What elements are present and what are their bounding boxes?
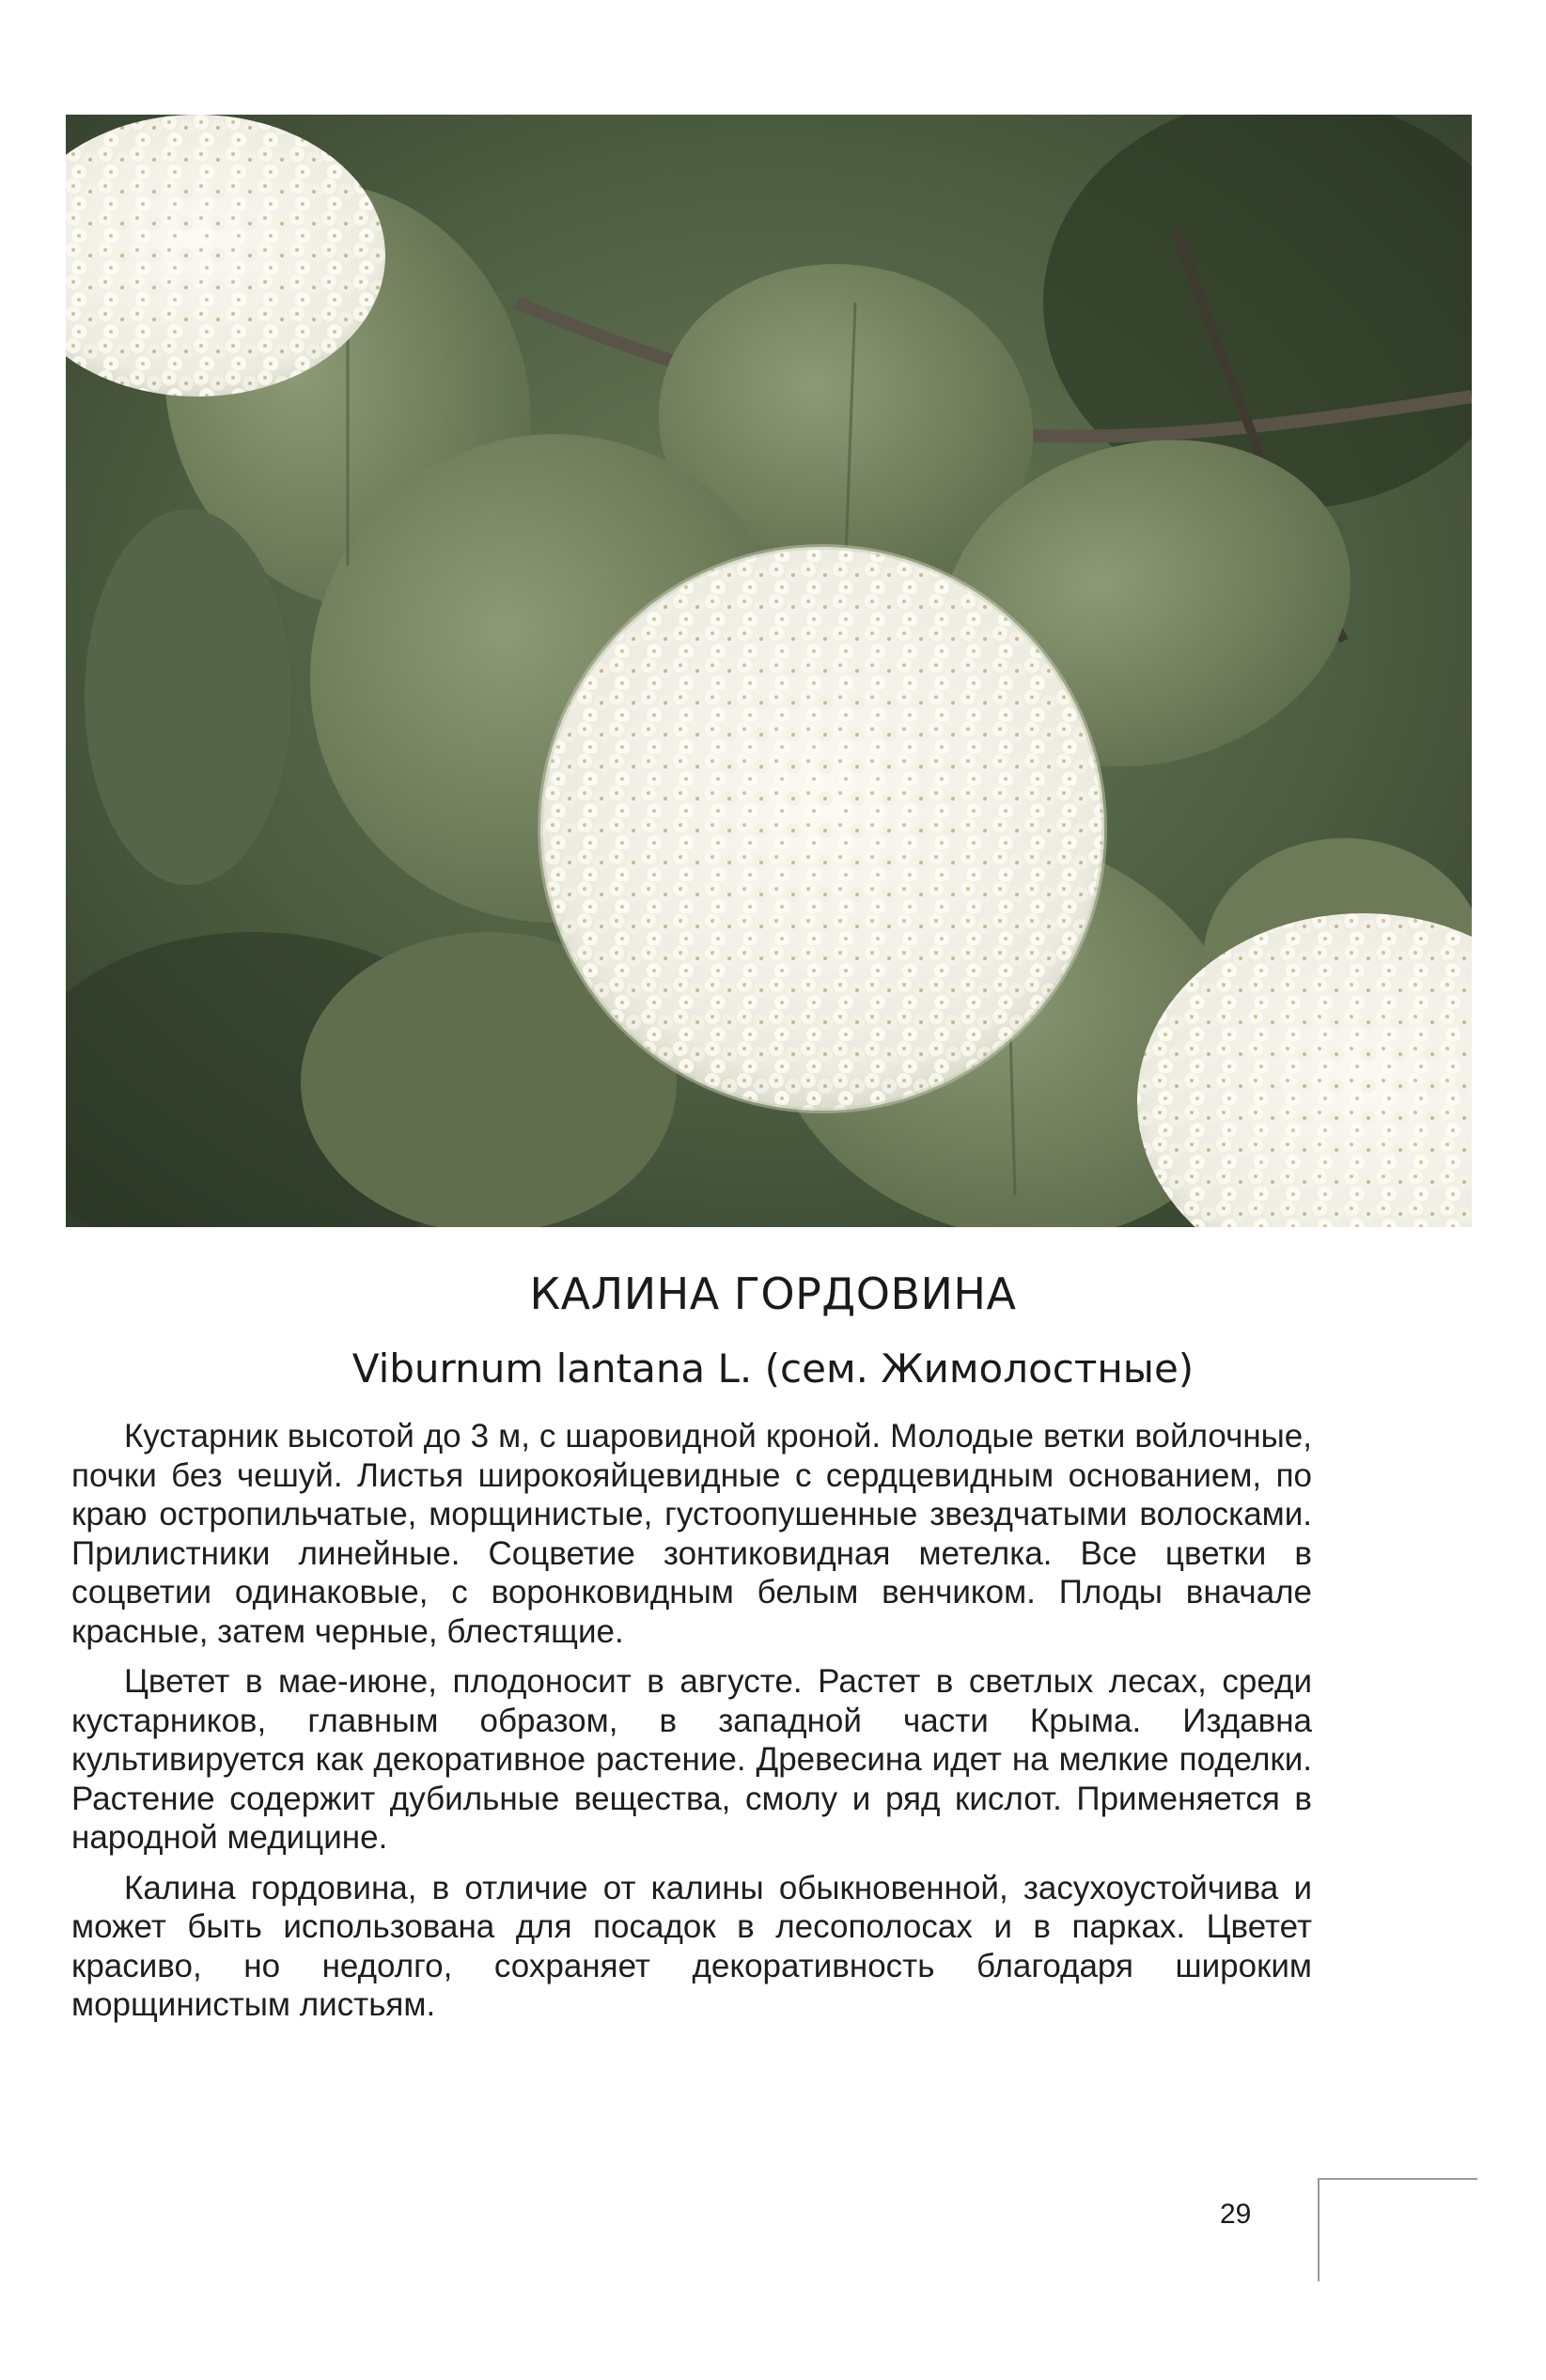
viburnum-photo-illustration <box>66 115 1472 1227</box>
paragraph-habitat: Цветет в мае-июне, плодоносит в августе. Растет в светлых лесах, среди кустарников, главным образом, в западной части Крыма. Издавна культивируется как декоративное растение. Древесина идет на мелкие поделки. Растение содержит дубильные вещества, смолу и ряд кислот. Применяется в народной медицине. <box>71 1663 1312 1856</box>
paragraph-description: Кустарник высотой до 3 м, с шаровидной кроной. Молодые ветки войлочные, почки без чешуй. Листья широкояйцевидные с сердцевидным основанием, по краю остропильчатые, морщинистые, густоопушенные звездчатыми волосками. Прилистники линейные. Соцветие зонтиковидная метелка. Все цветки в соцветии одинаковые, с воронковидным белым венчиком. Плоды вначале красные, затем черные, блестящие. <box>71 1418 1312 1650</box>
page-title: КАЛИНА ГОРДОВИНА <box>529 1268 1017 1319</box>
plant-photo <box>66 115 1472 1227</box>
corner-mark-vertical <box>1318 2178 1320 2281</box>
paragraph-use: Калина гордовина, в отличие от калины обыкновенной, засухоустойчива и может быть использована для посадок в лесополосах и в парках. Цветет красиво, но недолго, сохраняет декоративность благодаря широким морщинистым листьям. <box>71 1869 1312 2023</box>
latin-name-subtitle: Viburnum lantana L. (сем. Жимолостные) <box>351 1346 1195 1392</box>
description-text <box>71 1417 1312 2036</box>
corner-mark-horizontal <box>1318 2178 1477 2180</box>
page-number: 29 <box>1220 2199 1252 2230</box>
